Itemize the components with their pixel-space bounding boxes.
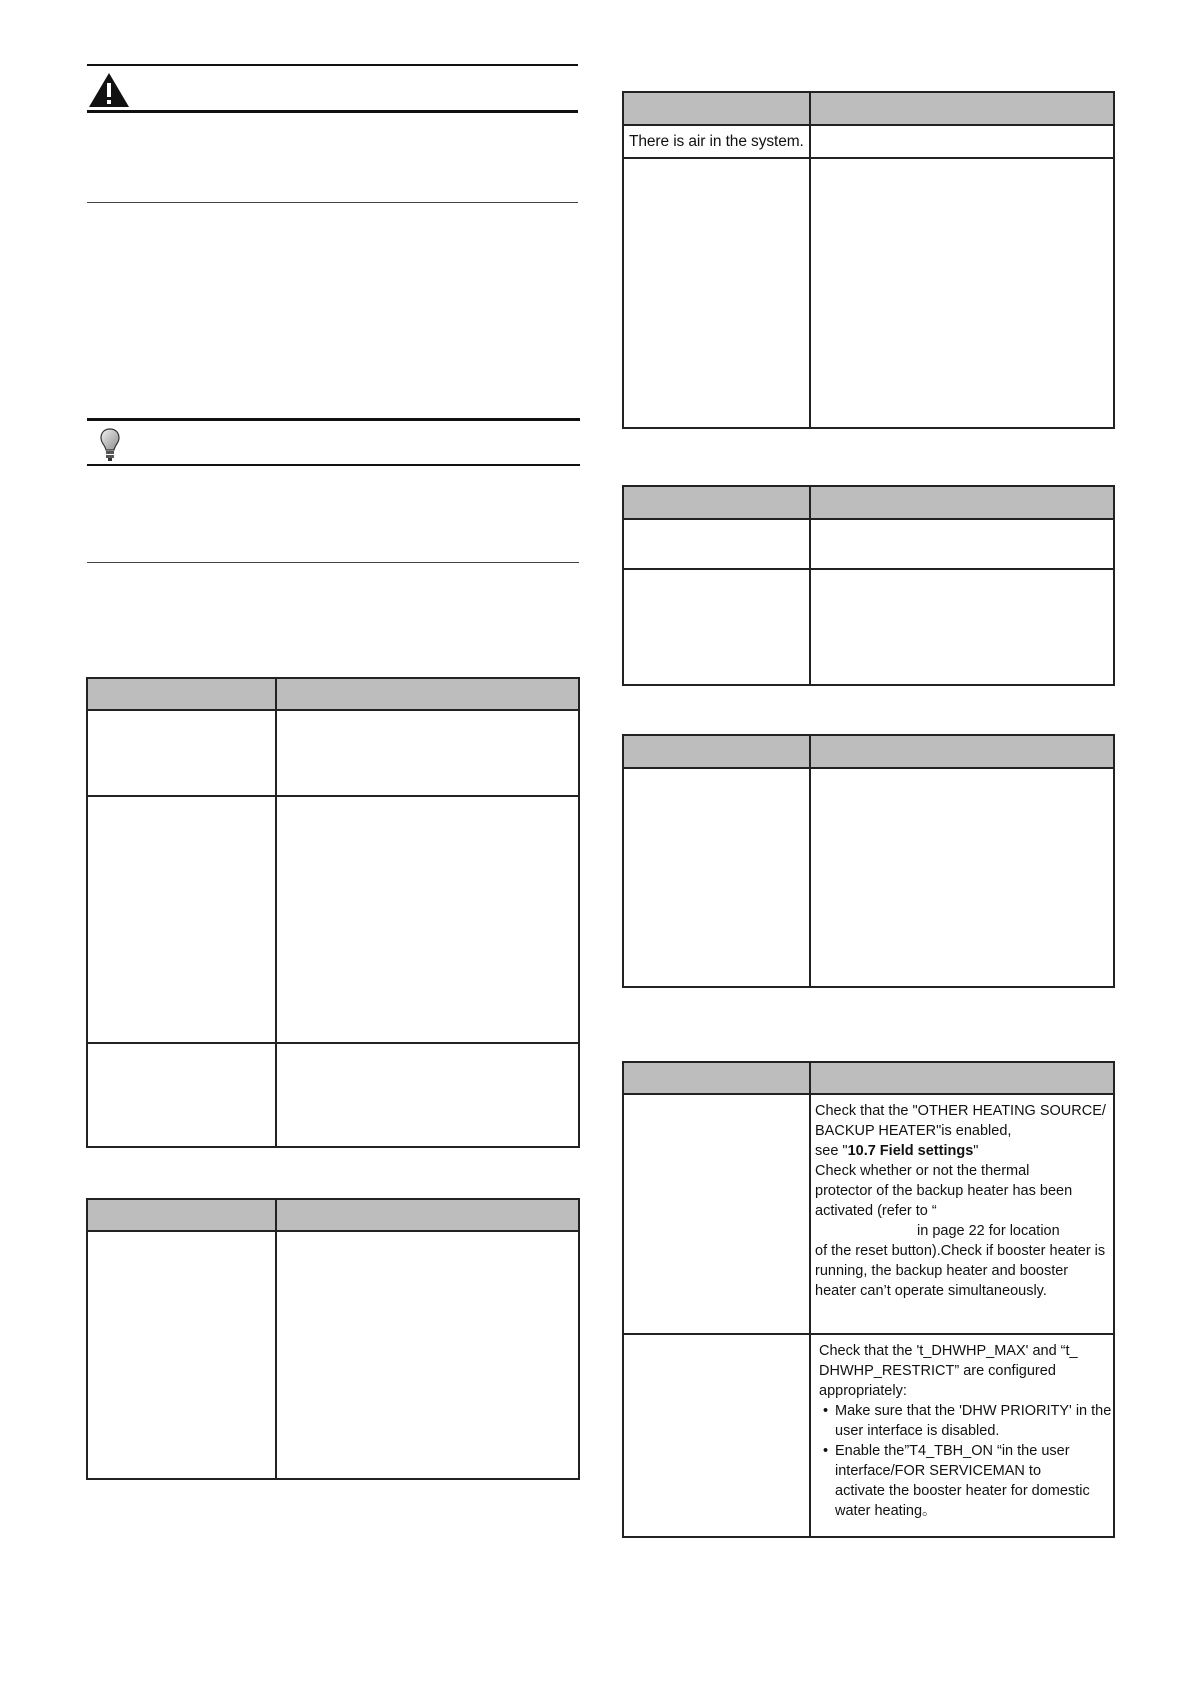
left-troubleshoot-table-2	[86, 1198, 580, 1480]
header-cell	[623, 486, 810, 519]
measure-line: Check that the 't_DHWHP_MAX' and “t_ DHWHP_RESTRICT” are configured appropriately:	[819, 1343, 1078, 1399]
table-cell	[810, 1334, 1114, 1537]
table-cell	[810, 768, 1114, 987]
table-row	[87, 796, 579, 1043]
table-row	[623, 569, 1114, 685]
table-header-row	[623, 1062, 1114, 1094]
table-row	[87, 1043, 579, 1147]
info-top-rule	[87, 418, 580, 421]
table-header-row	[623, 486, 1114, 519]
left-troubleshoot-table-1	[86, 677, 580, 1148]
table-cell	[276, 710, 579, 796]
field-settings-reference: 10.7 Field settings	[847, 1143, 974, 1159]
cause-text: There is air in the system.	[629, 132, 804, 150]
header-cell	[276, 678, 579, 710]
table-row	[87, 1231, 579, 1479]
table-cell	[87, 710, 276, 796]
table-header-row	[623, 735, 1114, 768]
table-cell	[623, 519, 810, 569]
header-cell	[810, 92, 1114, 125]
right-troubleshoot-table-3	[622, 734, 1115, 988]
warning-triangle-icon	[88, 72, 130, 108]
table-cell	[810, 125, 1114, 158]
table-cell	[623, 768, 810, 987]
info-header-rule	[87, 464, 580, 466]
table-cell	[87, 796, 276, 1043]
warning-bottom-rule	[87, 202, 578, 203]
table-header-row	[87, 678, 579, 710]
header-cell	[87, 678, 276, 710]
header-cell	[623, 92, 810, 125]
table-row	[87, 710, 579, 796]
table-header-row	[87, 1199, 579, 1231]
header-cell	[810, 486, 1114, 519]
header-cell	[623, 1062, 810, 1094]
table-row	[623, 1094, 1114, 1334]
header-cell	[810, 735, 1114, 768]
measure-bullets	[819, 1401, 1113, 1521]
measure-text	[811, 1335, 1113, 1521]
table-cell	[810, 158, 1114, 428]
measure-prefix: see "	[815, 1143, 848, 1159]
table-cell	[623, 125, 810, 158]
info-bottom-rule	[87, 562, 579, 563]
table-row	[623, 125, 1114, 158]
table-cell	[276, 796, 579, 1043]
table-cell	[623, 1334, 810, 1537]
table-cell	[810, 1094, 1114, 1334]
header-cell	[276, 1199, 579, 1231]
list-item: • Enable the”T4_TBH_ON “in the user interface/FOR SERVICEMAN to activate the booster heater for domestic water heating。	[819, 1441, 1113, 1521]
measure-suffix: "	[973, 1143, 979, 1159]
header-cell	[623, 735, 810, 768]
measure-line: in page 22 for location	[917, 1223, 1060, 1239]
table-cell	[623, 1094, 810, 1334]
table-cell	[87, 1043, 276, 1147]
table-row	[623, 1334, 1114, 1537]
measure-line	[815, 1141, 1111, 1161]
measure-text	[811, 1095, 1113, 1301]
table-row	[623, 768, 1114, 987]
table-cell	[623, 569, 810, 685]
warning-top-rule	[87, 64, 578, 66]
table-row	[623, 158, 1114, 428]
header-cell	[87, 1199, 276, 1231]
measure-line: of the reset button).Check if booster heater is running, the backup heater and booster heater can’t operate simultaneously.	[815, 1243, 1106, 1299]
warning-header-rule	[87, 110, 578, 113]
lightbulb-icon	[100, 428, 120, 462]
measure-line: Check whether or not the thermal protector of the backup heater has been activated (refer to “	[815, 1163, 1073, 1219]
table-cell	[810, 519, 1114, 569]
right-troubleshoot-table-2	[622, 485, 1115, 686]
list-item: • Make sure that the 'DHW PRIORITY' in the user interface is disabled.	[819, 1401, 1113, 1441]
header-cell	[810, 1062, 1114, 1094]
table-cell	[810, 569, 1114, 685]
table-cell	[87, 1231, 276, 1479]
table-cell	[276, 1043, 579, 1147]
measure-line: Check that the "OTHER HEATING SOURCE/ BACKUP HEATER"is enabled,	[815, 1103, 1106, 1139]
table-cell	[276, 1231, 579, 1479]
right-troubleshoot-table-4	[622, 1061, 1115, 1538]
table-header-row	[623, 92, 1114, 125]
table-cell	[623, 158, 810, 428]
right-troubleshoot-table-1	[622, 91, 1115, 429]
table-row	[623, 519, 1114, 569]
